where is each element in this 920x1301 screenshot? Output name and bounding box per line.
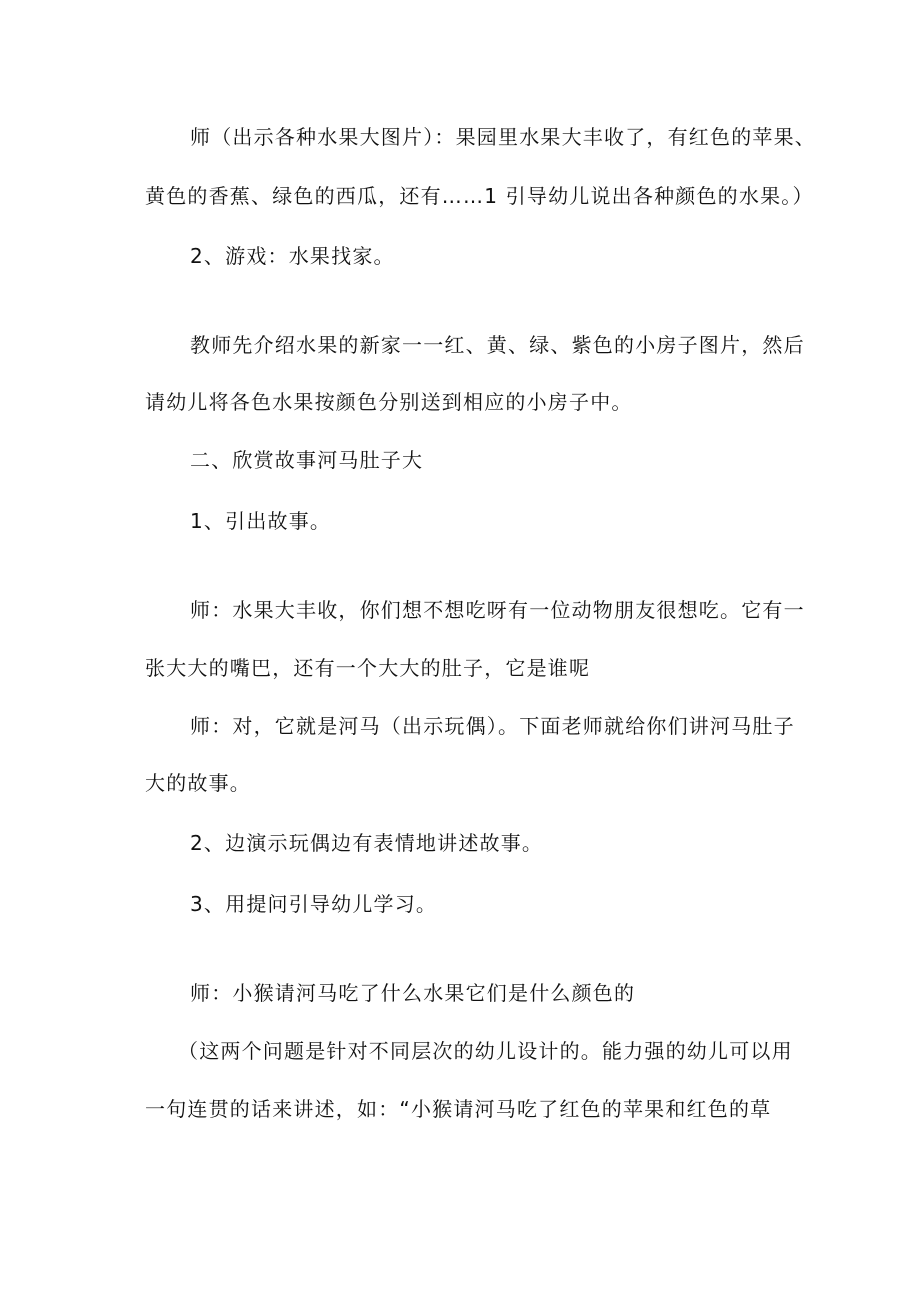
- paragraph-line: 师：对，它就是河马（出示玩偶）。下面老师就给你们讲河马肚子: [190, 714, 795, 738]
- list-item: 2、边演示玩偶边有表情地讲述故事。: [190, 831, 544, 855]
- paragraph-line: 张大大的嘴巴，还有一个大大的肚子，它是谁呢: [145, 656, 591, 680]
- paragraph-line: 师（出示各种水果大图片）：果园里水果大丰收了，有红色的苹果、: [190, 125, 816, 149]
- paragraph-line: 大的故事。: [145, 771, 251, 795]
- paragraph-line: 黄色的香蕉、绿色的西瓜，还有……1 引导幼儿说出各种颜色的水果。）: [145, 184, 814, 208]
- list-item: 2、游戏：水果找家。: [190, 244, 395, 268]
- list-item: 1、引出故事。: [190, 509, 332, 533]
- section-heading: 二、欣赏故事河马肚子大: [190, 448, 424, 472]
- paragraph-line: 教师先介绍水果的新家一一红、黄、绿、紫色的小房子图片，然后: [190, 333, 805, 357]
- paragraph-line: （这两个问题是针对不同层次的幼儿设计的。能力强的幼儿可以用: [178, 1039, 793, 1063]
- paragraph-line: 师：水果大丰收，你们想不想吃呀有一位动物朋友很想吃。它有一: [190, 598, 805, 622]
- paragraph-line: 请幼儿将各色水果按颜色分别送到相应的小房子中。: [145, 390, 633, 414]
- paragraph-line: 师：小猴请河马吃了什么水果它们是什么颜色的: [190, 981, 636, 1005]
- list-item: 3、用提问引导幼儿学习。: [190, 892, 438, 916]
- paragraph-line: 一句连贯的话来讲述，如：“小猴请河马吃了红色的苹果和红色的草: [145, 1097, 772, 1121]
